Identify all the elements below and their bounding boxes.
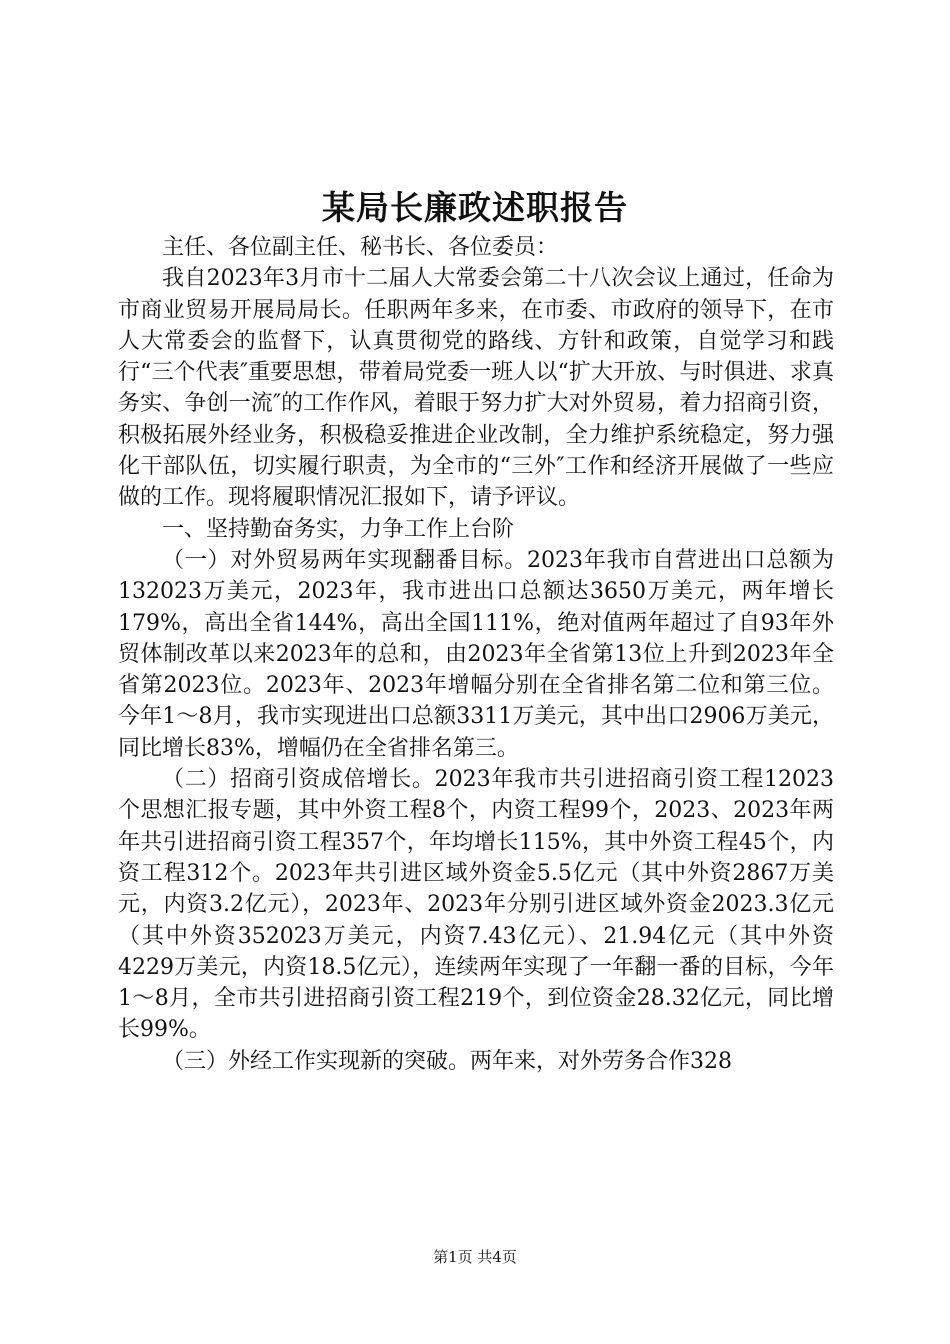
section-heading: 一、坚持勤奋务实，力争工作上台阶	[162, 516, 515, 542]
page-indicator: 第1页 共4页	[433, 1248, 517, 1266]
page-footer	[0, 1247, 950, 1267]
salutation: 主任、各位副主任、秘书长、各位委员：	[162, 235, 559, 260]
paragraph-investment: （二）招商引资成倍增长。2023年我市共引进招商引资工程12023个思想汇报专题，其中外资工程8个，内资工程99个，2023、2023年两年共引进招商引资工程357个，年均增长115%，其中外资工程45个，内资工程312个。2023年共引进区域外资金5.5亿元（其中外资2867万美元，内资3.2亿元），2023年、2023年分别引进区域外资金2023.3亿元（其中外资352023万美元，内资7.43亿元）、21.94亿元（其中外资4229万美元，内资18.5亿元），连续两年实现了一年翻一番的目标，今年1～8月，全市共引进招商引资工程219个，到位资金28.32亿元，同比增长99%。	[118, 767, 835, 1043]
document-title: 某局长廉政述职报告	[322, 188, 628, 227]
paragraph-intro: 我自2023年3月市十二届人大常委会第二十八次会议上通过，任命为市商业贸易开展局局长。任职两年多来，在市委、市政府的领导下，在市人大常委会的监督下，认真贯彻党的路线、方针和政策，自觉学习和践行“三个代表″重要思想，带着局党委一班人以“扩大开放、与时俱进、求真务实、争创一流″的工作作风，着眼于努力扩大对外贸易，着力招商引资，积极拓展外经业务，积极稳妥推进企业改制，全力维护系统稳定，努力强化干部队伍，切实履行职责，为全市的“三外″工作和经济开展做了一些应做的工作。现将履职情况汇报如下，请予评议。	[118, 266, 834, 511]
paragraph-foreign-trade: （一）对外贸易两年实现翻番目标。2023年我市自营进出口总额为132023万美元，2023年，我市进出口总额达3650万美元，两年增长179%，高出全省144%，高出全国111%，绝对值两年超过了自93年外贸体制改革以来2023年的总和，由2023年全省第13位上升到2023年全省第2023位。2023年、2023年增幅分别在全省排名第二位和第三位。今年1～8月，我市实现进出口总额3311万美元，其中出口2906万美元，同比增长83%，增幅仍在全省排名第三。	[118, 547, 834, 761]
paragraph-external-economy: （三）外经工作实现新的突破。两年来，对外劳务合作328	[162, 1048, 732, 1074]
document-body	[118, 232, 834, 1077]
